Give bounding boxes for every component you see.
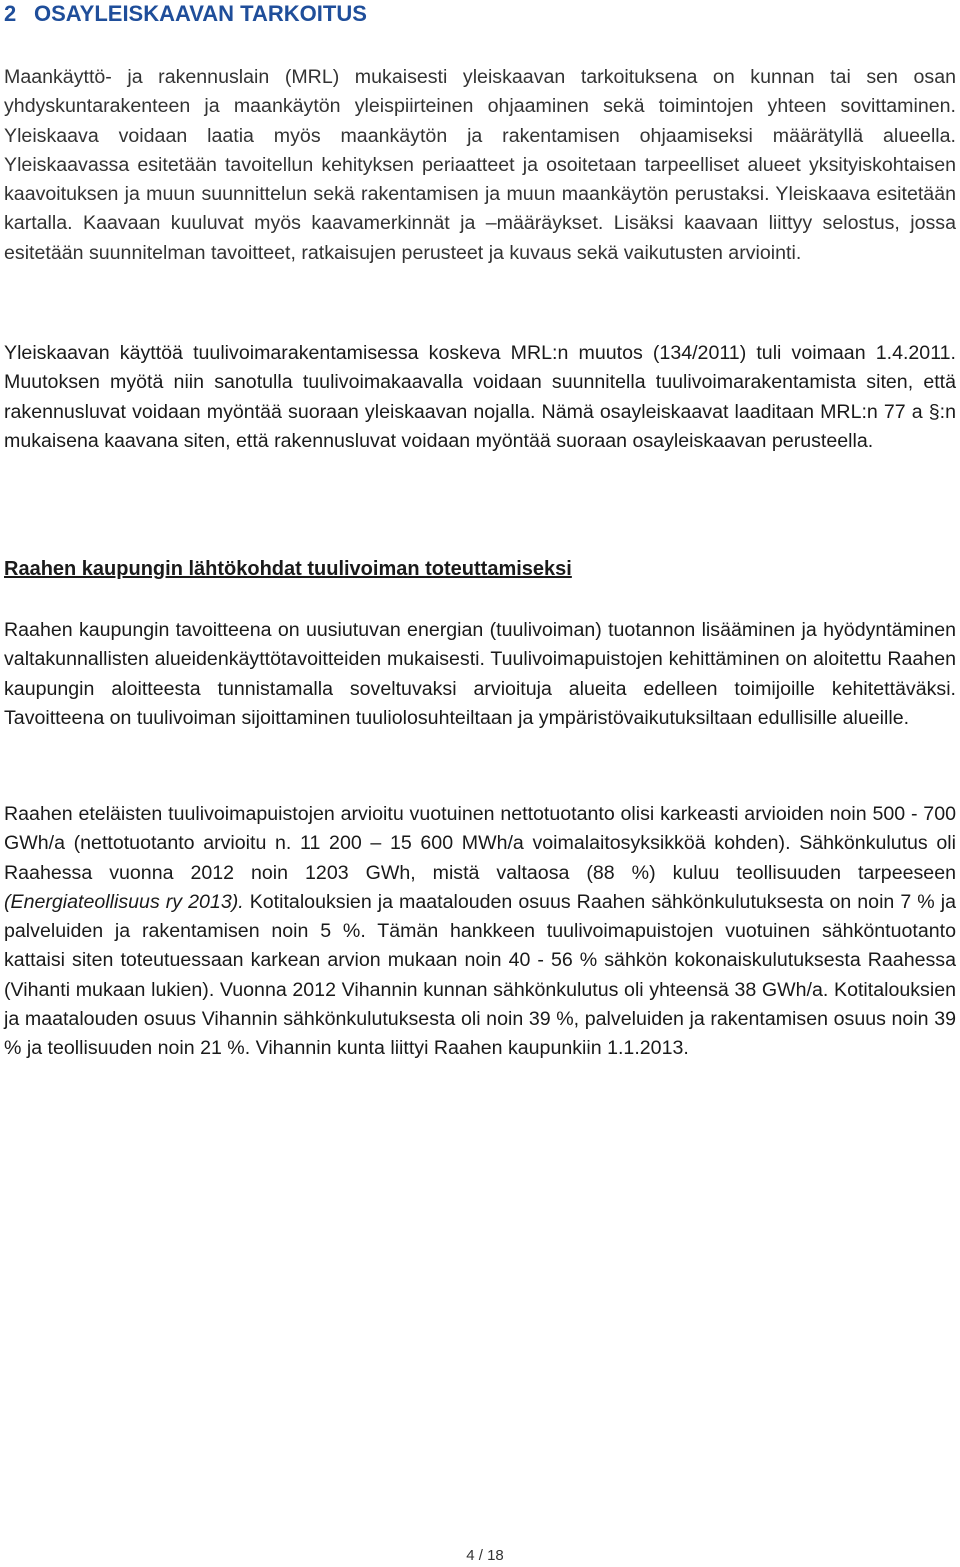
subsection-heading: Raahen kaupungin lähtökohdat tuulivoiman toteuttamiseksi	[4, 558, 572, 580]
paragraph-production-estimate	[4, 800, 956, 1064]
section-number: 2	[4, 1, 17, 26]
source-citation: (Energiateollisuus ry 2013).	[4, 890, 244, 913]
section-heading	[4, 0, 367, 28]
page-number: 4 / 18	[466, 1547, 504, 1564]
paragraph-mrl-purpose: Maankäyttö- ja rakennuslain (MRL) mukaisesti yleiskaavan tarkoituksena on kunnan tai sen osan yhdyskuntarakenteen ja maankäytön yleispiirteinen ohjaaminen sekä toimintojen yhteen sovittaminen. Yleiskaava voidaan laatia myös maankäytön ja rakentamisen ohjaamiseksi määrätyllä alueella. Yleiskaavassa esitetään tavoitellun kehityksen periaatteet ja osoitetaan tarpeelliset alueet yksityiskohtaisen kaavoituksen ja muun suunnittelun sekä rakentamisen ja muun maankäytön perustaksi. Yleiskaava esitetään kartalla. Kaavaan kuuluvat myös kaavamerkinnät ja –määräykset. Lisäksi kaavaan liittyy selostus, jossa esitetään suunnitelman tavoitteet, ratkaisujen perusteet ja kuvaus sekä vaikutusten arviointi.	[4, 66, 956, 264]
production-text-before: Raahen eteläisten tuulivoimapuistojen arvioitu vuotuinen nettotuotanto olisi karkeasti arvioiden noin 500 - 700 GWh/a (nettotuotanto arvioitu n. 11 200 – 15 600 MWh/a voimalaitosyksikköä kohden). Sähkönkulutus oli Raahessa vuonna 2012 noin 1203 GWh, mistä valtaosa (88 %) kuluu teollisuuden tarpeeseen	[4, 803, 956, 884]
paragraph-mrl-amendment: Yleiskaavan käyttöä tuulivoimarakentamisessa koskeva MRL:n muutos (134/2011) tuli voimaan 1.4.2011. Muutoksen myötä niin sanotulla tuulivoimakaavalla voidaan suunnitella tuulivoimarakentamista siten, että rakennusluvat voidaan myöntää suoraan yleiskaavan nojalla. Nämä osayleiskaavat laaditaan MRL:n 77 a §:n mukaisena kaavana siten, että rakennusluvat voidaan myöntää suoraan osayleiskaavan perusteella.	[4, 342, 956, 452]
section-title: OSAYLEISKAAVAN TARKOITUS	[34, 1, 367, 26]
paragraph-raahe-goal: Raahen kaupungin tavoitteena on uusiutuvan energian (tuulivoiman) tuotannon lisääminen ja hyödyntäminen valtakunnallisten alueidenkäyttötavoitteiden mukaisesti. Tuulivoimapuistojen kehittäminen on aloitettu Raahen kaupungin aloitteesta tunnistamalla soveltuvaksi arvioituja alueita edelleen toimijoille kehitettäväksi. Tavoitteena on tuulivoiman sijoittaminen tuuliolosuhteiltaan ja ympäristövaikutuksiltaan edullisille alueille.	[4, 619, 956, 729]
production-text-after: Kotitalouksien ja maatalouden osuus Raahen sähkönkulutuksesta on noin 7 % ja palveluiden ja rakentamisen noin 5 %. Tämän hankkeen tuulivoimapuistojen vuotuinen sähköntuotanto kattaisi siten toteutuessaan karkean arvion mukaan noin 40 - 56 % sähkön kokonaiskulutuksesta Raahessa (Vihanti mukaan lukien). Vuonna 2012 Vihannin kunnan sähkönkulutus oli yhteensä 38 GWh/a. Kotitalouksien ja maatalouden osuus Vihannin sähkönkulutuksesta oli noin 39 %, palveluiden ja rakentamisen osuus noin 39 % ja teollisuuden noin 21 %. Vihannin kunta liittyi Raahen kaupunkiin 1.1.2013.	[4, 890, 956, 1060]
